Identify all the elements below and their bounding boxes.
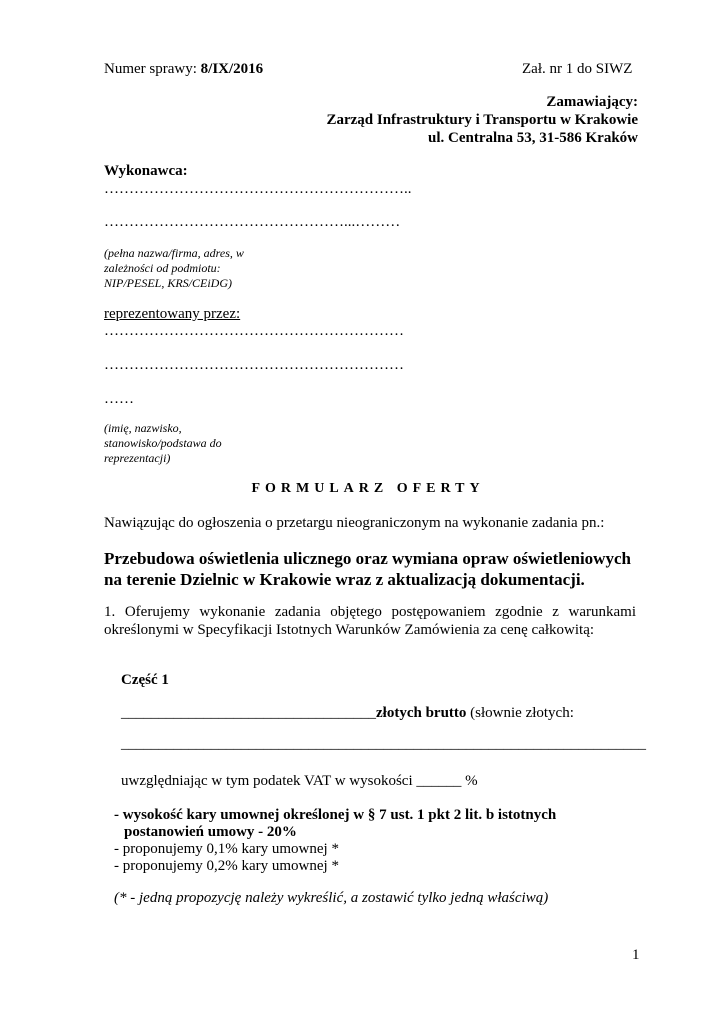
representative-dots-3: ……: [104, 391, 134, 407]
page-number: 1: [632, 947, 640, 963]
contractor-dots-2: …………………………………………...………: [104, 214, 401, 230]
price-words-label: (słownie złotych:: [466, 705, 574, 721]
offer-line-2: określonymi w Specyfikacji Istotnych Warunków Zamówienia za cenę całkowitą:: [104, 622, 595, 638]
representative-label: reprezentowany przez:: [104, 306, 241, 322]
form-title: FORMULARZ OFERTY: [251, 481, 485, 496]
price-currency-label: złotych brutto: [376, 705, 467, 721]
task-title: Przebudowa oświetlenia ulicznego oraz wymiana opraw oświetleniowych na terenie Dzielnic w Krakowie wraz z aktualizacją dokumentacji.: [104, 549, 631, 589]
ordering-party-name: Zarząd Infrastruktury i Transportu w Krakowie: [326, 112, 638, 128]
attachment-label: Zał. nr 1 do SIWZ: [522, 61, 633, 77]
part-1-label: Część 1: [121, 672, 169, 688]
penalty-line-1: - wysokość kary umownej określonej w § 7 ust. 1 pkt 2 lit. b istotnych: [114, 807, 557, 823]
contractor-label: Wykonawca:: [104, 163, 188, 179]
case-number-line: [104, 60, 263, 78]
intro-text: Nawiązując do ogłoszenia o przetargu nieograniczonym na wykonanie zadania pn.:: [104, 515, 605, 531]
representative-dots-2: ……………………………………………………: [104, 357, 404, 373]
price-blank: __________________________________: [121, 705, 376, 721]
price-words-blank: ______________________________________________________________________: [121, 736, 646, 752]
vat-line: uwzględniając w tym podatek VAT w wysokości ______ %: [121, 773, 478, 789]
penalty-option-1: - proponujemy 0,1% kary umownej *: [114, 841, 339, 857]
footnote: (* - jedną propozycję należy wykreślić, a zostawić tylko jedną właściwą): [114, 890, 549, 906]
case-number-value: 8/IX/2016: [200, 61, 264, 77]
representative-dots-1: ……………………………………………………: [104, 323, 404, 339]
ordering-party-label: Zamawiający:: [546, 94, 638, 110]
ordering-party-block: [326, 93, 638, 147]
ordering-party-address: ul. Centralna 53, 31-586 Kraków: [428, 130, 638, 146]
penalty-option-2: - proponujemy 0,2% kary umownej *: [114, 858, 339, 874]
contractor-dots-1: ……………………………………………………..: [104, 181, 412, 197]
contractor-hint: (pełna nazwa/firma, adres, w zależności od podmiotu: NIP/PESEL, KRS/CEiDG): [104, 246, 244, 290]
offer-line-1: 1. Oferujemy wykonanie zadania objętego postępowaniem zgodnie z warunkami: [104, 604, 636, 620]
price-line: [121, 704, 574, 722]
penalty-line-2: postanowień umowy - 20%: [124, 824, 297, 840]
representative-hint: (imię, nazwisko, stanowisko/podstawa do reprezentacji): [104, 421, 222, 465]
case-number-label: Numer sprawy:: [104, 61, 201, 77]
